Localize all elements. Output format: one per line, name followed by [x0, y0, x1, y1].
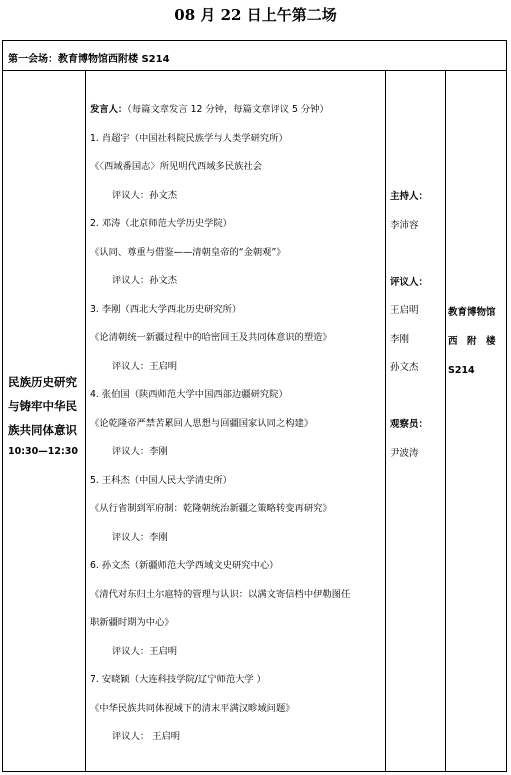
- page-title: 08 月 22 日上午第二场: [174, 6, 337, 24]
- reviewer-name: 王启明: [390, 305, 419, 316]
- speaker-entry: 4. 张伯国（陕西师范大学中国西部边疆研究院）: [90, 389, 288, 400]
- paper-title: 《〈西域番国志〉所见明代西域多民族社会: [90, 161, 262, 172]
- reviewer-entry: 评议人：王启明: [112, 361, 178, 372]
- reviewer-name: 孙文杰: [390, 362, 419, 373]
- speaker-entry: 7. 安晓颖（大连科技学院/辽宁师范大学 ）: [90, 674, 266, 685]
- speaker-entry: 2. 邓涛（北京师范大学历史学院）: [90, 218, 232, 229]
- room-column-divider: [445, 70, 446, 772]
- paper-title: 《从行省制到军府制：乾隆朝统治新疆之策略转变再研究》: [90, 503, 332, 514]
- session-info: [8, 370, 86, 462]
- host-name: 李沛容: [390, 220, 419, 231]
- host-label: 主持人：: [390, 191, 429, 202]
- reviewer-entry: 评议人：孙文杰: [112, 275, 178, 286]
- room-info: [448, 298, 506, 385]
- paper-title: 《清代对东归土尔扈特的管理与认识：以满文寄信档中伊勒图任: [90, 589, 351, 600]
- speaker-entry: 3. 李刚（西北大学西北历史研究所）: [90, 304, 242, 315]
- speaker-entry: 5. 王科杰（中国人民大学清史所）: [90, 475, 232, 486]
- speakers-label: 发言人：: [90, 104, 128, 115]
- reviewer-entry: 评议人：李刚: [112, 532, 168, 543]
- speakers-note: （每篇文章发言 12 分钟，每篇文章评议 5 分钟）: [127, 104, 329, 115]
- reviewer-name: 李刚: [390, 334, 410, 345]
- observer-label: 观察员：: [390, 419, 429, 430]
- room-line-2: 西 附 楼: [448, 336, 496, 347]
- room-line-3: S214: [448, 365, 475, 376]
- roles-column-divider: [385, 70, 386, 772]
- session-title-line-2: 与铸牢中华民: [8, 399, 77, 413]
- reviewer-entry: 评议人：王启明: [112, 646, 178, 657]
- observer-name: 尹波涛: [390, 448, 419, 459]
- session-time: 10:30—12:30: [8, 446, 78, 457]
- reviewer-entry: 评议人：李刚: [112, 446, 168, 457]
- paper-title: 《认同、尊重与借鉴——清朝皇帝的“金朝观”》: [90, 247, 286, 258]
- speaker-entry: 6. 孙文杰（新疆师范大学西域文史研究中心）: [90, 560, 279, 571]
- session-title-line-3: 族共同体意识: [8, 423, 77, 437]
- session-title-line-1: 民族历史研究: [8, 375, 77, 389]
- reviewer-entry: 评议人： 王启明: [112, 731, 181, 742]
- reviewer-entry: 评议人：孙文杰: [112, 190, 178, 201]
- paper-title: 《论乾隆帝严禁苦累回人思想与回疆国家认同之构建》: [90, 418, 314, 429]
- paper-title: 《论清朝统一新疆过程中的哈密回王及共同体意识的塑造》: [90, 332, 332, 343]
- reviewers-label: 评议人：: [390, 277, 429, 288]
- venue-row-divider: [2, 70, 507, 71]
- paper-title: 《中华民族共同体视域下的清末平满汉畛域问题》: [90, 703, 295, 714]
- speakers-header: [90, 101, 329, 115]
- paper-title-continued: 职新疆时期为中心》: [90, 617, 174, 628]
- venue-label: 第一会场：教育博物馆西附楼 S214: [8, 54, 170, 65]
- speaker-entry: 1. 肖超宇（中国社科院民族学与人类学研究所）: [90, 133, 288, 144]
- room-line-1: 教育博物馆: [448, 307, 496, 318]
